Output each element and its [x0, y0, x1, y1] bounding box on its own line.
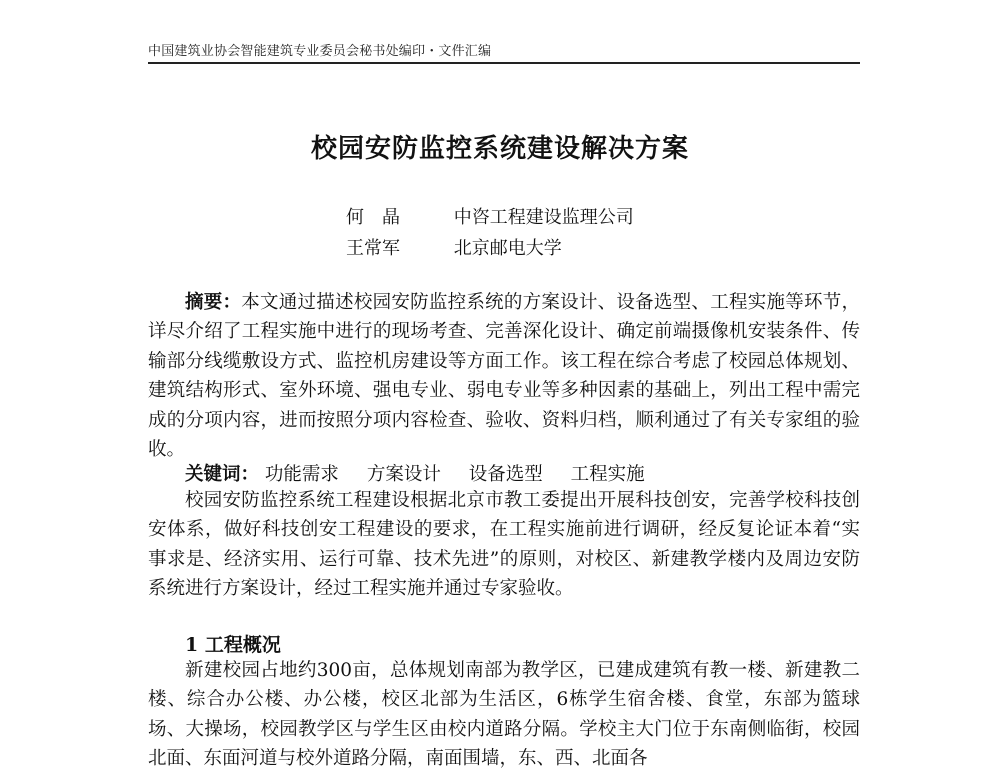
keywords-line — [185, 460, 667, 486]
header-rule — [148, 62, 860, 64]
keywords-label: 关键词： — [185, 464, 260, 485]
keyword: 工程实施 — [570, 464, 645, 485]
author-name: 何 晶 — [346, 207, 400, 228]
author-affiliation: 中咨工程建设监理公司 — [453, 207, 634, 228]
intro-paragraph: 校园安防监控系统工程建设根据北京市教工委提出开展科技创安，完善学校科技创安体系，做好科技创安工程建设的要求，在工程实施前进行调研，经反复论证本着“实事求是、经济实用、运行可靠、技术先进”的原则，对校区、新建教学楼内及周边安防系统进行方案设计，经过工程实施并通过专家验收。 — [148, 490, 860, 600]
author-row — [346, 203, 634, 229]
keyword: 功能需求 — [264, 464, 339, 485]
section-paragraph: 新建校园占地约300亩，总体规划南部为教学区，已建成建筑有教一楼、新建教二楼、综合办公楼、办公楼，校区北部为生活区，6栋学生宿舍楼、食堂，东部为篮球场、大操场，校园教学区与学生区由校内道路分隔。学校主大门位于东南侧临街，校园北面、东面河道与校外道路分隔，南面围墙，东、西、北面各 — [148, 660, 860, 770]
author-row — [346, 234, 562, 260]
author-affiliation: 北京邮电大学 — [453, 238, 562, 259]
paper-title: 校园安防监控系统建设解决方案 — [310, 134, 689, 164]
section-heading: 1 工程概况 — [185, 634, 281, 656]
keyword: 方案设计 — [366, 464, 441, 485]
abstract-text: 本文通过描述校园安防监控系统的方案设计、设备选型、工程实施等环节，详尽介绍了工程实施中进行的现场考查、完善深化设计、确定前端摄像机安装条件、传输部分线缆敷设方式、监控机房建设等方面工作。该工程在综合考虑了校园总体规划、建筑结构形式、室外环境、强电专业、弱电专业等多种因素的基础上，列出工程中需完成的分项内容，进而按照分项内容检查、验收、资料归档，顺利通过了有关专家组的验收。 — [148, 292, 860, 461]
running-head: 中国建筑业协会智能建筑专业委员会秘书处编印・文件汇编 — [148, 44, 492, 59]
abstract-label: 摘要： — [185, 292, 242, 313]
abstract-paragraph — [148, 288, 860, 464]
author-name: 王常军 — [346, 238, 400, 259]
keyword: 设备选型 — [468, 464, 543, 485]
